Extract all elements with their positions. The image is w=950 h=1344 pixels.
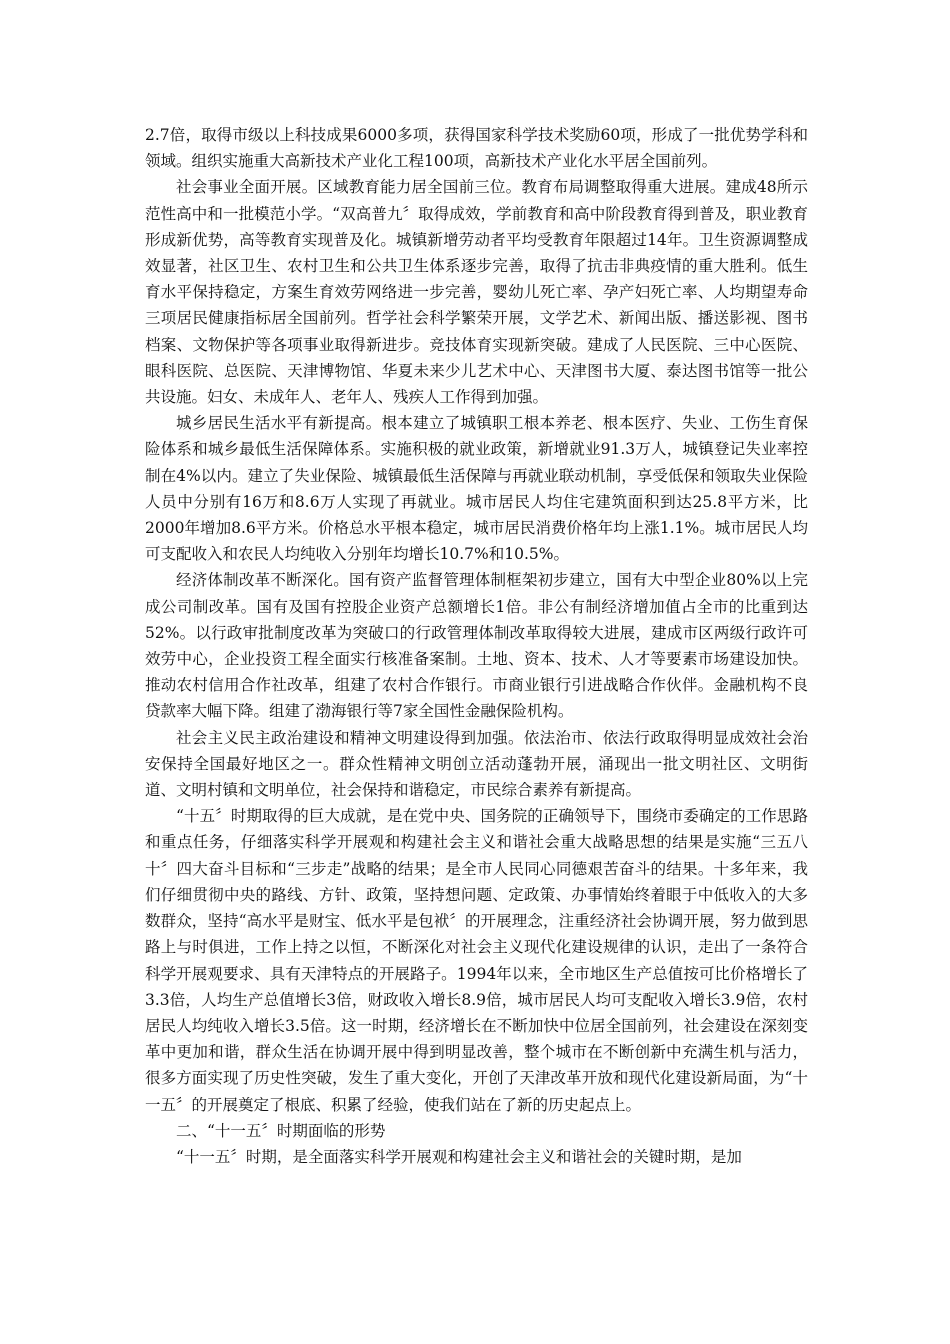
paragraph-science-achievements: 2.7倍，取得市级以上科技成果6000多项，获得国家科学技术奖励60项，形成了一批优势学科和领域。组织实施重大高新技术产业化工程100项，高新技术产业化水平居全国前列。 bbox=[145, 126, 808, 171]
paragraph-living-standards: 城乡居民生活水平有新提高。根本建立了城镇职工根本养老、根本医疗、失业、工伤生育保险体系和城乡最低生活保障体系。实施积极的就业政策，新增就业91.3万人，城镇登记失业率控制在4%以内。建立了失业保险、城镇最低生活保障与再就业联动机制，享受低保和领取失业保险人员中分别有16万和8.6万人实现了再就业。城市居民人均住宅建筑面积到达25.8平方米，比2000年增加8.6平方米。价格总水平根本稳定，城市居民消费价格年均上涨1.1%。城市居民人均可支配收入和农民人均纯收入分别年均增长10.7%和10.5%。 bbox=[145, 414, 808, 564]
section-heading-eleventh-five-year: 二、“十一五〞时期面临的形势 bbox=[176, 1121, 386, 1140]
document-page bbox=[145, 122, 808, 1170]
paragraph-democracy-civilization: 社会主义民主政治建设和精神文明建设得到加强。依法治市、依法行政取得明显成效社会治安保持全国最好地区之一。群众性精神文明创立活动蓬勃开展，涌现出一批文明社区、文明街道、文明村镇和文明单位，社会保持和谐稳定，市民综合素养有新提高。 bbox=[145, 728, 808, 800]
paragraph-tenth-five-year-summary: “十五〞时期取得的巨大成就，是在党中央、国务院的正确领导下，围绕市委确定的工作思路和重点任务，仔细落实科学开展观和构建社会主义和谐社会重大战略思想的结果是实施“三五八十〞四大奋斗目标和“三步走”战略的结果；是全市人民同心同德艰苦奋斗的结果。十多年来，我们仔细贯彻中央的路线、方针、政策，坚持想问题、定政策、办事情始终着眼于中低收入的大多数群众，坚持“高水平是财宝、低水平是包袱〞的开展理念，注重经济社会协调开展，努力做到思路上与时俱进，工作上持之以恒，不断深化对社会主义现代化建设规律的认识，走出了一条符合科学开展观要求、具有天津特点的开展路子。1994年以来，全市地区生产总值按可比价格增长了3.3倍，人均生产总值增长3倍，财政收入增长8.9倍，城市居民人均可支配收入增长3.9倍，农村居民人均纯收入增长3.5倍。这一时期，经济增长在不断加快中位居全国前列，社会建设在深刻变革中更加和谐，群众生活在协调开展中得到明显改善，整个城市在不断创新中充满生机与活力，很多方面实现了历史性突破，发生了重大变化，开创了天津改革开放和现代化建设新局面，为“十一五〞的开展奠定了根底、积累了经验，使我们站在了新的历史起点上。 bbox=[145, 807, 808, 1114]
paragraph-eleventh-five-year-intro: “十一五〞时期，是全面落实科学开展观和构建社会主义和谐社会的关键时期，是加 bbox=[176, 1147, 742, 1166]
paragraph-social-undertakings: 社会事业全面开展。区域教育能力居全国前三位。教育布局调整取得重大进展。建成48所示范性高中和一批模范小学。“双高普九〞取得成效，学前教育和高中阶段教育得到普及，职业教育形成新优势，高等教育实现普及化。城镇新增劳动者平均受教育年限超过14年。卫生资源调整成效显著，社区卫生、农村卫生和公共卫生体系逐步完善，取得了抗击非典疫情的重大胜利。低生育水平保持稳定，方案生育效劳网络进一步完善，婴幼儿死亡率、孕产妇死亡率、人均期望寿命三项居民健康指标居全国前列。哲学社会科学繁荣开展，文学艺术、新闻出版、播送影视、图书档案、文物保护等各项事业取得新进步。竞技体育实现新突破。建成了人民医院、三中心医院、眼科医院、总医院、天津博物馆、华夏未来少儿艺术中心、天津图书大厦、泰达图书馆等一批公共设施。妇女、未成年人、老年人、残疾人工作得到加强。 bbox=[145, 178, 808, 407]
paragraph-economic-reform: 经济体制改革不断深化。国有资产监督管理体制框架初步建立，国有大中型企业80%以上完成公司制改革。国有及国有控股企业资产总额增长1倍。非公有制经济增加值占全市的比重到达52%。以行政审批制度改革为突破口的行政管理体制改革取得较大进展，建成市区两级行政许可效劳中心，企业投资工程全面实行核准备案制。土地、资本、技术、人才等要素市场建设加快。推动农村信用合作社改革，组建了农村合作银行。市商业银行引进战略合作伙伴。金融机构不良贷款率大幅下降。组建了渤海银行等7家全国性金融保险机构。 bbox=[145, 571, 808, 721]
